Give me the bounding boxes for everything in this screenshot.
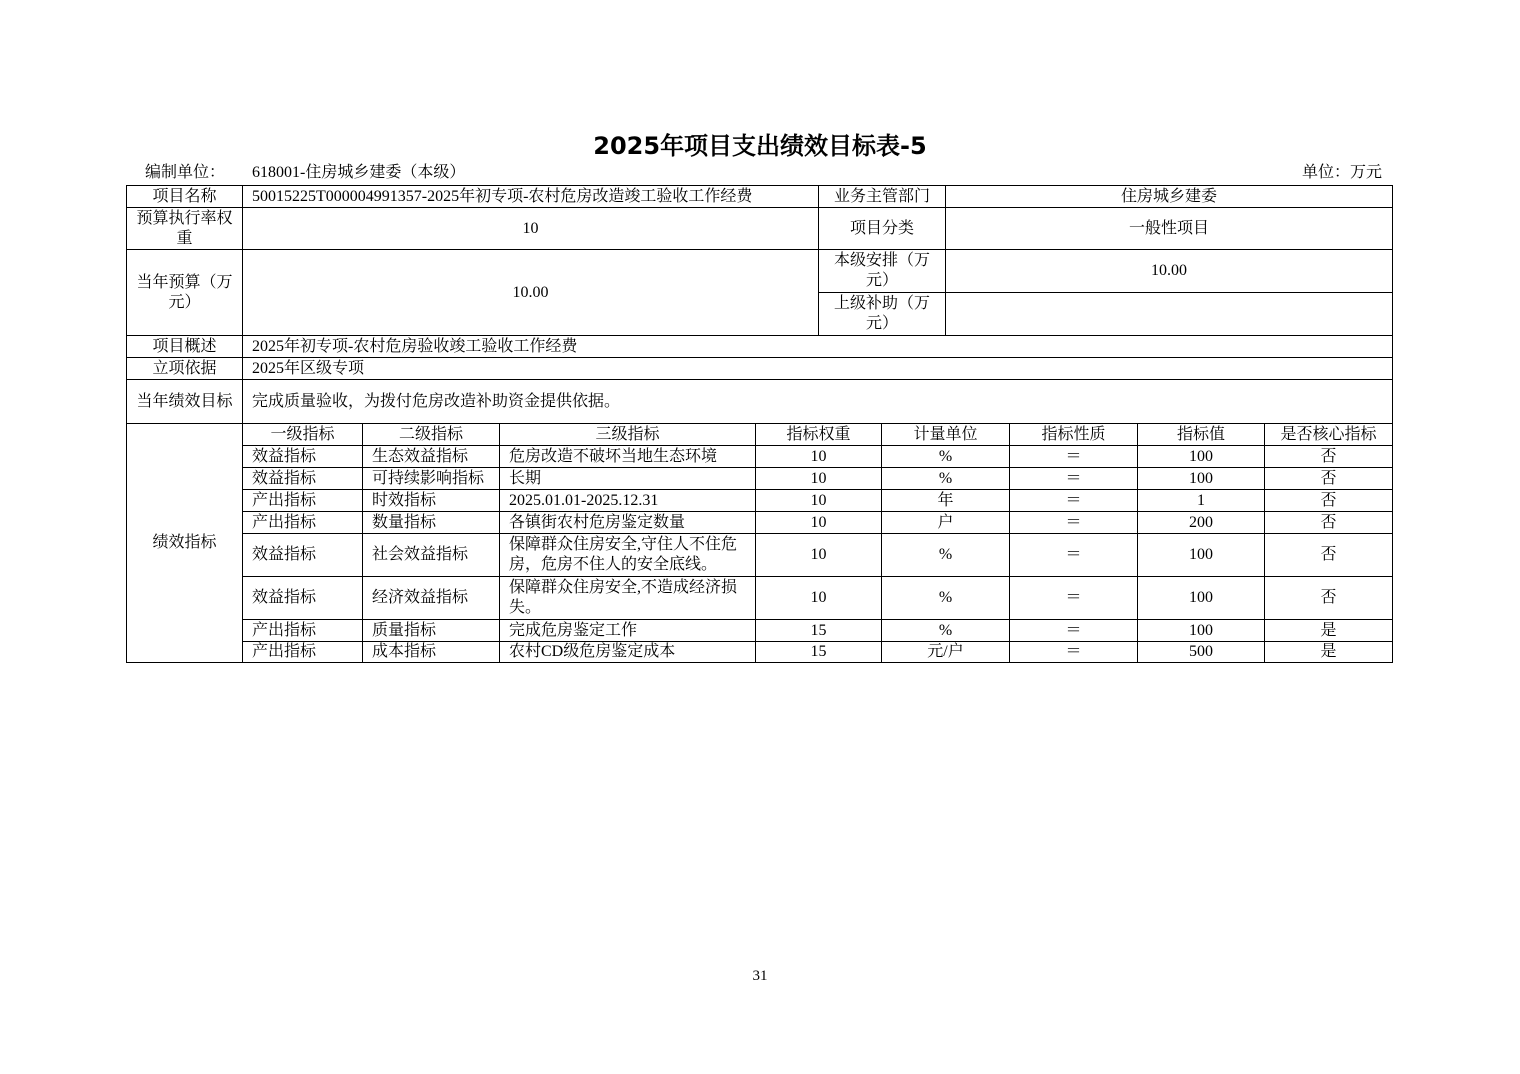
overview-value: 2025年初专项-农村危房验收竣工验收工作经费 (243, 336, 1393, 358)
indicator-weight-cell: 10 (756, 512, 882, 534)
col-level1: 一级指标 (243, 424, 363, 446)
indicator-unit-cell: % (882, 577, 1010, 620)
indicator-value-cell: 100 (1138, 446, 1265, 468)
budget-value: 10.00 (243, 250, 819, 336)
basis-label: 立项依据 (127, 358, 243, 380)
form-subheader (0, 163, 1520, 183)
upper-subsidy-value (946, 293, 1393, 336)
indicator-row (127, 642, 1393, 663)
annual-goal-label: 当年绩效目标 (127, 380, 243, 424)
indicator-core-cell: 否 (1265, 534, 1393, 577)
col-level2: 二级指标 (363, 424, 500, 446)
indicator-nature-cell: ＝ (1010, 534, 1138, 577)
indicator-level1-cell: 产出指标 (243, 642, 363, 663)
dept-label: 业务主管部门 (819, 186, 946, 208)
indicator-value-cell: 200 (1138, 512, 1265, 534)
overview-label: 项目概述 (127, 336, 243, 358)
indicator-level2-cell: 质量指标 (363, 620, 500, 642)
indicator-level2-cell: 经济效益指标 (363, 577, 500, 620)
indicator-level3-cell: 农村CD级危房鉴定成本 (500, 642, 756, 663)
indicator-weight-cell: 10 (756, 534, 882, 577)
indicator-level3-cell: 2025.01.01-2025.12.31 (500, 490, 756, 512)
indicator-level1-cell: 产出指标 (243, 490, 363, 512)
indicator-weight-cell: 10 (756, 577, 882, 620)
indicator-weight-cell: 10 (756, 446, 882, 468)
weight-label: 预算执行率权重 (127, 208, 243, 250)
indicator-unit-cell: 元/户 (882, 642, 1010, 663)
local-allocation-label: 本级安排（万元） (819, 250, 946, 293)
indicator-nature-cell: ＝ (1010, 577, 1138, 620)
indicator-unit-cell: % (882, 534, 1010, 577)
indicator-value-cell: 100 (1138, 468, 1265, 490)
indicator-value-cell: 500 (1138, 642, 1265, 663)
indicator-level2-cell: 可持续影响指标 (363, 468, 500, 490)
col-level3: 三级指标 (500, 424, 756, 446)
indicator-core-cell: 是 (1265, 620, 1393, 642)
indicator-core-cell: 否 (1265, 490, 1393, 512)
indicator-level1-cell: 效益指标 (243, 534, 363, 577)
indicator-unit-cell: % (882, 468, 1010, 490)
indicator-core-cell: 否 (1265, 446, 1393, 468)
indicator-level3-cell: 各镇街农村危房鉴定数量 (500, 512, 756, 534)
indicator-weight-cell: 10 (756, 468, 882, 490)
local-allocation-value: 10.00 (946, 250, 1393, 293)
indicator-row (127, 490, 1393, 512)
indicator-nature-cell: ＝ (1010, 468, 1138, 490)
indicator-level3-cell: 长期 (500, 468, 756, 490)
page-number: 31 (752, 968, 768, 984)
project-name-label: 项目名称 (127, 186, 243, 208)
row-overview (127, 336, 1393, 358)
project-name-value: 50015225T000004991357-2025年初专项-农村危房改造竣工验收工作经费 (243, 186, 819, 208)
indicator-core-cell: 否 (1265, 577, 1393, 620)
indicator-value-cell: 100 (1138, 534, 1265, 577)
performance-target-table (126, 185, 1393, 663)
indicator-level1-cell: 效益指标 (243, 446, 363, 468)
page-title: 2025年项目支出绩效目标表-5 (593, 132, 927, 160)
upper-subsidy-label: 上级补助（万元） (819, 293, 946, 336)
indicator-core-cell: 否 (1265, 468, 1393, 490)
indicator-level3-cell: 危房改造不破坏当地生态环境 (500, 446, 756, 468)
indicator-unit-cell: % (882, 620, 1010, 642)
indicator-level2-cell: 生态效益指标 (363, 446, 500, 468)
budget-label: 当年预算（万元） (127, 250, 243, 336)
indicator-nature-cell: ＝ (1010, 620, 1138, 642)
indicator-unit-cell: 年 (882, 490, 1010, 512)
indicator-level1-cell: 产出指标 (243, 512, 363, 534)
indicators-label: 绩效指标 (127, 424, 243, 663)
indicator-level3-cell: 完成危房鉴定工作 (500, 620, 756, 642)
indicator-row (127, 534, 1393, 577)
indicator-nature-cell: ＝ (1010, 490, 1138, 512)
dept-value: 住房城乡建委 (946, 186, 1393, 208)
indicator-row (127, 512, 1393, 534)
indicator-unit-cell: 户 (882, 512, 1010, 534)
row-basis (127, 358, 1393, 380)
category-label: 项目分类 (819, 208, 946, 250)
indicator-level2-cell: 数量指标 (363, 512, 500, 534)
indicator-value-cell: 100 (1138, 620, 1265, 642)
compiling-unit-label: 编制单位： (145, 164, 226, 181)
indicator-level2-cell: 社会效益指标 (363, 534, 500, 577)
compiling-unit-value: 618001-住房城乡建委（本级） (252, 164, 466, 181)
col-nature: 指标性质 (1010, 424, 1138, 446)
row-budget-local (127, 250, 1393, 293)
indicator-level3-cell: 保障群众住房安全,不造成经济损失。 (500, 577, 756, 620)
indicator-level2-cell: 成本指标 (363, 642, 500, 663)
indicator-nature-cell: ＝ (1010, 512, 1138, 534)
indicator-level1-cell: 效益指标 (243, 577, 363, 620)
indicator-row (127, 577, 1393, 620)
currency-unit: 单位：万元 (1301, 164, 1382, 181)
col-core: 是否核心指标 (1265, 424, 1393, 446)
annual-goal-value: 完成质量验收，为拨付危房改造补助资金提供依据。 (243, 380, 1393, 424)
indicator-value-cell: 1 (1138, 490, 1265, 512)
col-value: 指标值 (1138, 424, 1265, 446)
basis-value: 2025年区级专项 (243, 358, 1393, 380)
indicator-level3-cell: 保障群众住房安全,守住人不住危房，危房不住人的安全底线。 (500, 534, 756, 577)
indicator-value-cell: 100 (1138, 577, 1265, 620)
indicator-core-cell: 否 (1265, 512, 1393, 534)
category-value: 一般性项目 (946, 208, 1393, 250)
indicator-weight-cell: 15 (756, 620, 882, 642)
indicator-core-cell: 是 (1265, 642, 1393, 663)
indicator-nature-cell: ＝ (1010, 446, 1138, 468)
indicator-level1-cell: 产出指标 (243, 620, 363, 642)
indicator-nature-cell: ＝ (1010, 642, 1138, 663)
indicator-unit-cell: % (882, 446, 1010, 468)
indicator-weight-cell: 15 (756, 642, 882, 663)
col-unit: 计量单位 (882, 424, 1010, 446)
weight-value: 10 (243, 208, 819, 250)
indicator-row (127, 620, 1393, 642)
indicator-header-row (127, 424, 1393, 446)
row-weight (127, 208, 1393, 250)
indicator-level2-cell: 时效指标 (363, 490, 500, 512)
row-project-name (127, 186, 1393, 208)
indicator-row (127, 468, 1393, 490)
indicator-weight-cell: 10 (756, 490, 882, 512)
indicator-row (127, 446, 1393, 468)
col-weight: 指标权重 (756, 424, 882, 446)
row-annual-goal (127, 380, 1393, 424)
indicator-level1-cell: 效益指标 (243, 468, 363, 490)
